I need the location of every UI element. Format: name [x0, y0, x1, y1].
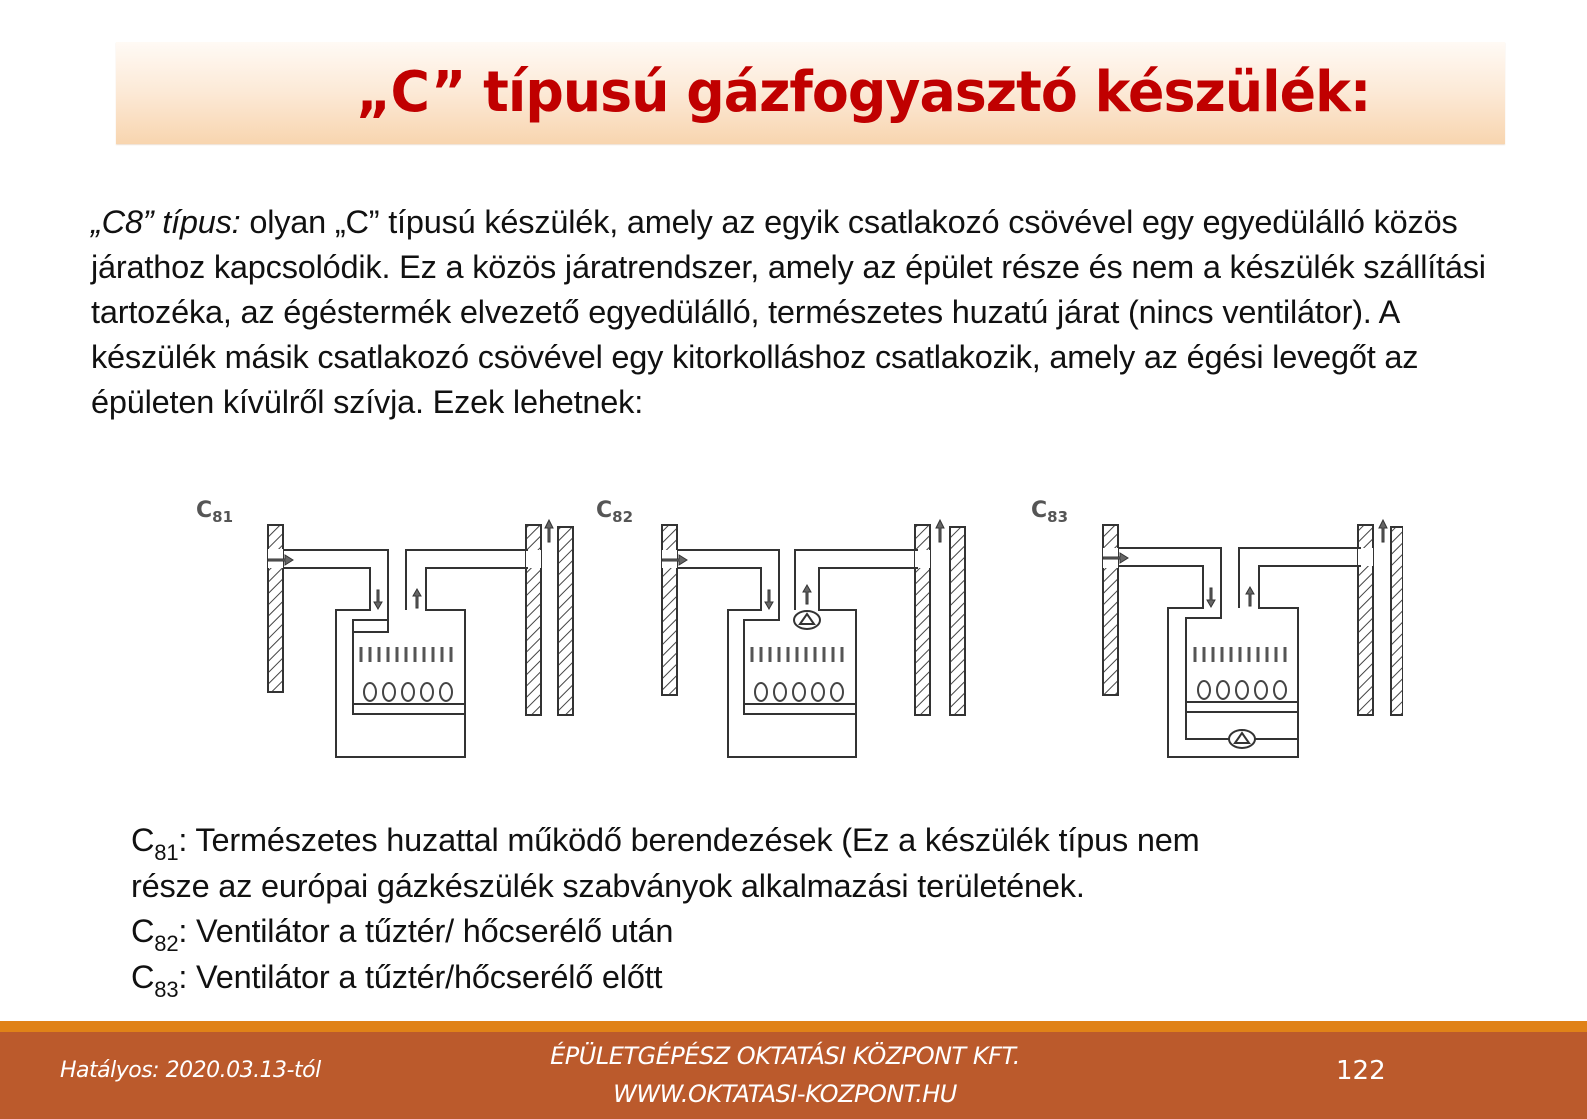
validity-date: Hatályos: 2020.03.13-tól: [60, 1058, 321, 1083]
company-website: WWW.OKTATASI-KOZPONT.HU: [613, 1080, 957, 1108]
page-number: 122: [1336, 1056, 1386, 1086]
definition-c81: $C_{81}$: Természetes huzattal működő berendezések (Ez a készülék típus nem: [131, 822, 1200, 865]
intro-text: olyan „C” típusú készülék, amely az egyik csatlakozó csövével egy egyedülálló közös járathoz kapcsolódik. Ez a közös járatrendszer, amely az épület része és nem a készülék szállítási tartozéka, az égéstermék elvezető egyedülálló, természetes huzatú járat (nincs ventilátor). A készülék másik csatlakozó csövével egy kitorkolláshoz csatlakozik, amely az égési levegőt az épületen kívülről szívja. Ezek lehetnek:: [91, 204, 1486, 420]
diagram-c83: [1023, 492, 1403, 762]
diagram-label: $C_{82}$: [596, 498, 634, 526]
footer: [0, 1032, 1587, 1119]
title-banner: [116, 42, 1505, 144]
company-info: [480, 1037, 1090, 1113]
boiler-diagram-icon: [588, 492, 988, 762]
diagram-label: $C_{83}$: [1031, 498, 1069, 526]
slide-title: „C” típusú gázfogyasztó készülék:: [356, 60, 1371, 125]
boiler-diagram-icon: [188, 492, 588, 762]
definition-c82: $C_{82}$: Ventilátor a tűztér/ hőcserélő után: [131, 913, 674, 956]
intro-paragraph: [91, 200, 1491, 425]
diagram-row: [188, 492, 1403, 762]
definition-c83: $C_{83}$: Ventilátor a tűztér/hőcserélő előtt: [131, 958, 663, 1002]
definitions-list: [131, 818, 1461, 1000]
boiler-diagram-icon: [1023, 492, 1403, 762]
diagram-label: $C_{81}$: [196, 498, 234, 526]
footer-accent-strip: [0, 1021, 1587, 1032]
diagram-c81: [188, 492, 588, 762]
definition-c81-continuation: része az európai gázkészülék szabványok alkalmazási területének.: [131, 867, 1085, 904]
diagram-c82: [588, 492, 988, 762]
intro-lead: „C8” típus:: [91, 204, 241, 240]
company-name: ÉPÜLETGÉPÉSZ OKTATÁSI KÖZPONT KFT.: [550, 1042, 1020, 1070]
